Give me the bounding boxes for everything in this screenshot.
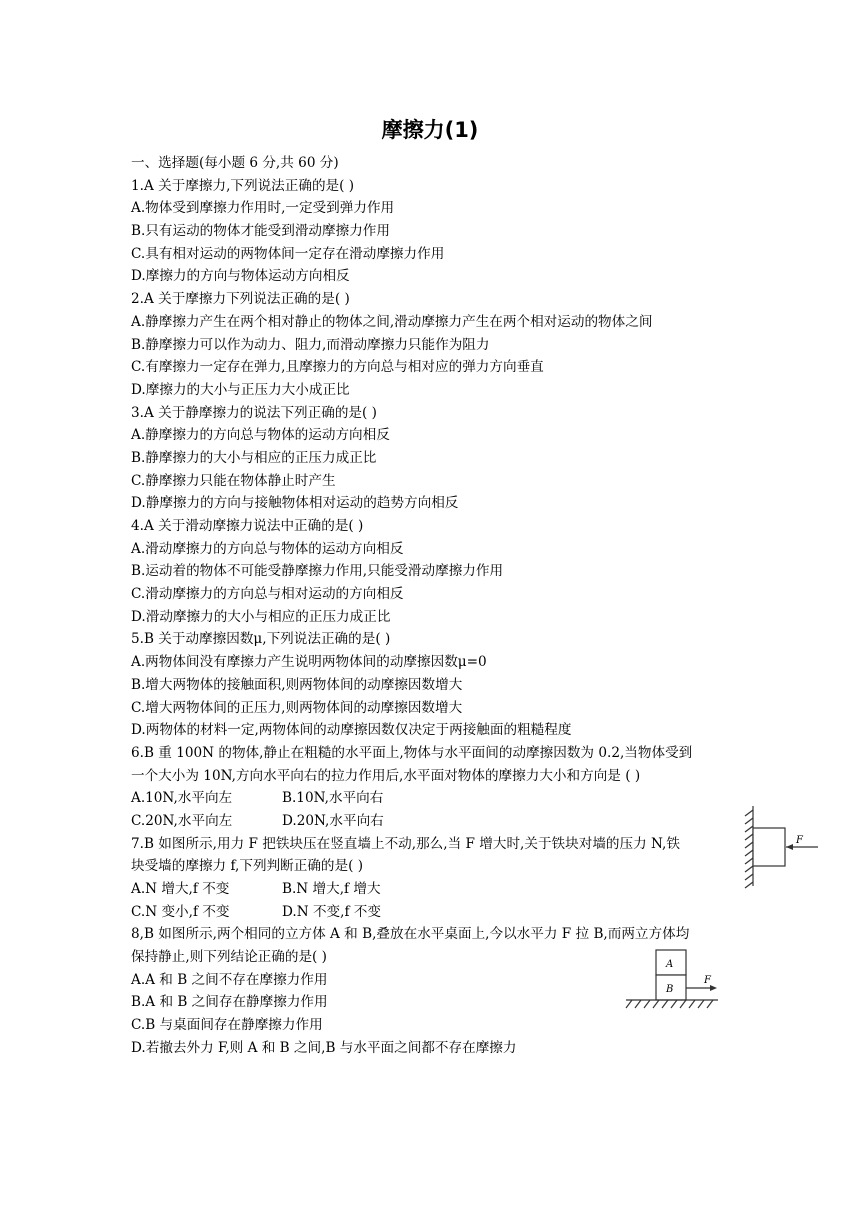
question-2-option-b[interactable]: B.静摩擦力可以作为动力、阻力,而滑动摩擦力只能作为阻力	[131, 336, 490, 353]
arrow-head-icon	[710, 985, 717, 991]
question-8-option-d[interactable]: D.若撤去外力 F,则 A 和 B 之间,B 与水平面之间都不存在摩擦力	[131, 1039, 517, 1056]
question-2-stem: 2.A 关于摩擦力下列说法正确的是( )	[131, 291, 350, 308]
question-5-option-c[interactable]: C.增大两物体间的正压力,则两物体间的动摩擦因数增大	[131, 699, 463, 716]
question-5-option-a[interactable]: A.两物体间没有摩擦力产生说明两物体间的动摩擦因数μ=0	[131, 654, 487, 671]
table-surface	[626, 1000, 718, 1008]
question-6-option-d[interactable]: D.20N,水平向右	[282, 812, 384, 829]
question-8-stem-line-2: 保持静止,则下列结论正确的是( )	[131, 949, 327, 966]
section-heading: 一、选择题(每小题 6 分,共 60 分)	[131, 155, 339, 171]
question-list	[131, 152, 731, 1060]
question-8-option-a[interactable]: A.A 和 B 之间不存在摩擦力作用	[131, 971, 328, 988]
question-2-option-a[interactable]: A.静摩擦力产生在两个相对静止的物体之间,滑动摩擦力产生在两个相对运动的物体之间	[131, 313, 653, 330]
question-7-option-row	[131, 878, 731, 901]
question-3-option-c[interactable]: C.静摩擦力只能在物体静止时产生	[131, 472, 336, 489]
question-8-option-c[interactable]: C.B 与桌面间存在静摩擦力作用	[131, 1017, 323, 1034]
question-3-option-b[interactable]: B.静摩擦力的大小与相应的正压力成正比	[131, 449, 377, 466]
question-8-stem-line-1: 8,B 如图所示,两个相同的立方体 A 和 B,叠放在水平桌面上,今以水平力 F 拉 B,而两立方体均	[131, 926, 690, 943]
question-1-option-b[interactable]: B.只有运动的物体才能受到滑动摩擦力作用	[131, 223, 390, 240]
question-1-option-d[interactable]: D.摩擦力的方向与物体运动方向相反	[131, 268, 350, 285]
question-4-option-d[interactable]: D.滑动摩擦力的大小与相应的正压力成正比	[131, 608, 391, 625]
question-5-option-d[interactable]: D.两物体的材料一定,两物体间的动摩擦因数仅决定于两接触面的粗糙程度	[131, 722, 572, 739]
force-label: F	[704, 975, 711, 986]
question-7-option-b[interactable]: B.N 增大,f 增大	[282, 881, 381, 897]
page-title: 摩擦力(1)	[381, 118, 479, 142]
question-4-stem: 4.A 关于滑动摩擦力说法中正确的是( )	[131, 518, 364, 534]
figure-wall-block	[740, 800, 822, 890]
question-4-option-b[interactable]: B.运动着的物体不可能受静摩擦力作用,只能受滑动摩擦力作用	[131, 563, 504, 580]
question-1-option-a[interactable]: A.物体受到摩擦力作用时,一定受到弹力作用	[131, 200, 395, 217]
question-5-stem: 5.B 关于动摩擦因数μ,下列说法正确的是( )	[131, 631, 391, 648]
question-2-option-c[interactable]: C.有摩擦力一定存在弹力,且摩擦力的方向总与相对应的弹力方向垂直	[131, 359, 544, 376]
question-2-option-d[interactable]: D.摩擦力的大小与正压力大小成正比	[131, 381, 350, 398]
question-8-option-b[interactable]: B.A 和 B 之间存在静摩擦力作用	[131, 994, 328, 1011]
figure-stacked-blocks	[622, 946, 722, 1012]
question-7-option-d[interactable]: D.N 不变,f 不变	[282, 903, 381, 920]
question-4-option-a[interactable]: A.滑动摩擦力的方向总与物体的运动方向相反	[131, 540, 404, 557]
question-5-option-b[interactable]: B.增大两物体的接触面积,则两物体间的动摩擦因数增大	[131, 676, 463, 693]
block-a-label: A	[666, 959, 674, 970]
iron-block	[753, 828, 785, 866]
question-1-stem: 1.A 关于摩擦力,下列说法正确的是( )	[131, 177, 355, 194]
question-1-option-c[interactable]: C.具有相对运动的两物体间一定存在滑动摩擦力作用	[131, 245, 445, 262]
question-6-option-row	[131, 810, 731, 833]
block-b-label: B	[666, 984, 674, 995]
question-3-option-a[interactable]: A.静摩擦力的方向总与物体的运动方向相反	[131, 427, 390, 444]
force-label: F	[796, 835, 803, 846]
wall-hatching	[745, 806, 753, 888]
question-6-stem-line-2: 一个大小为 10N,方向水平向右的拉力作用后,水平面对物体的摩擦力大小和方向是 ( )	[131, 767, 641, 784]
question-6-option-row	[131, 787, 731, 810]
question-7-stem-line-2: 块受墙的摩擦力 f,下列判断正确的是( )	[131, 858, 364, 875]
question-4-option-c[interactable]: C.滑动摩擦力的方向总与相对运动的方向相反	[131, 586, 404, 603]
question-6-option-c[interactable]: C.20N,水平向左	[131, 812, 233, 829]
question-3-stem: 3.A 关于静摩擦力的说法下列正确的是( )	[131, 404, 377, 421]
question-6-option-b[interactable]: B.10N,水平向右	[282, 790, 384, 807]
question-7-option-c[interactable]: C.N 变小,f 不变	[131, 903, 230, 920]
arrow-head-icon	[786, 844, 793, 850]
question-6-option-a[interactable]: A.10N,水平向左	[131, 790, 233, 807]
question-3-option-d[interactable]: D.静摩擦力的方向与接触物体相对运动的趋势方向相反	[131, 495, 459, 512]
question-6-stem-line-1: 6.B 重 100N 的物体,静止在粗糙的水平面上,物体与水平面间的动摩擦因数为 0.2,当物体受到	[131, 744, 693, 761]
question-7-option-a[interactable]: A.N 增大,f 不变	[131, 881, 230, 897]
question-7-stem-line-1: 7.B 如图所示,用力 F 把铁块压在竖直墙上不动,那么,当 F 增大时,关于铁块对墙的压力 N,铁	[131, 835, 680, 852]
question-7-option-row	[131, 901, 731, 924]
